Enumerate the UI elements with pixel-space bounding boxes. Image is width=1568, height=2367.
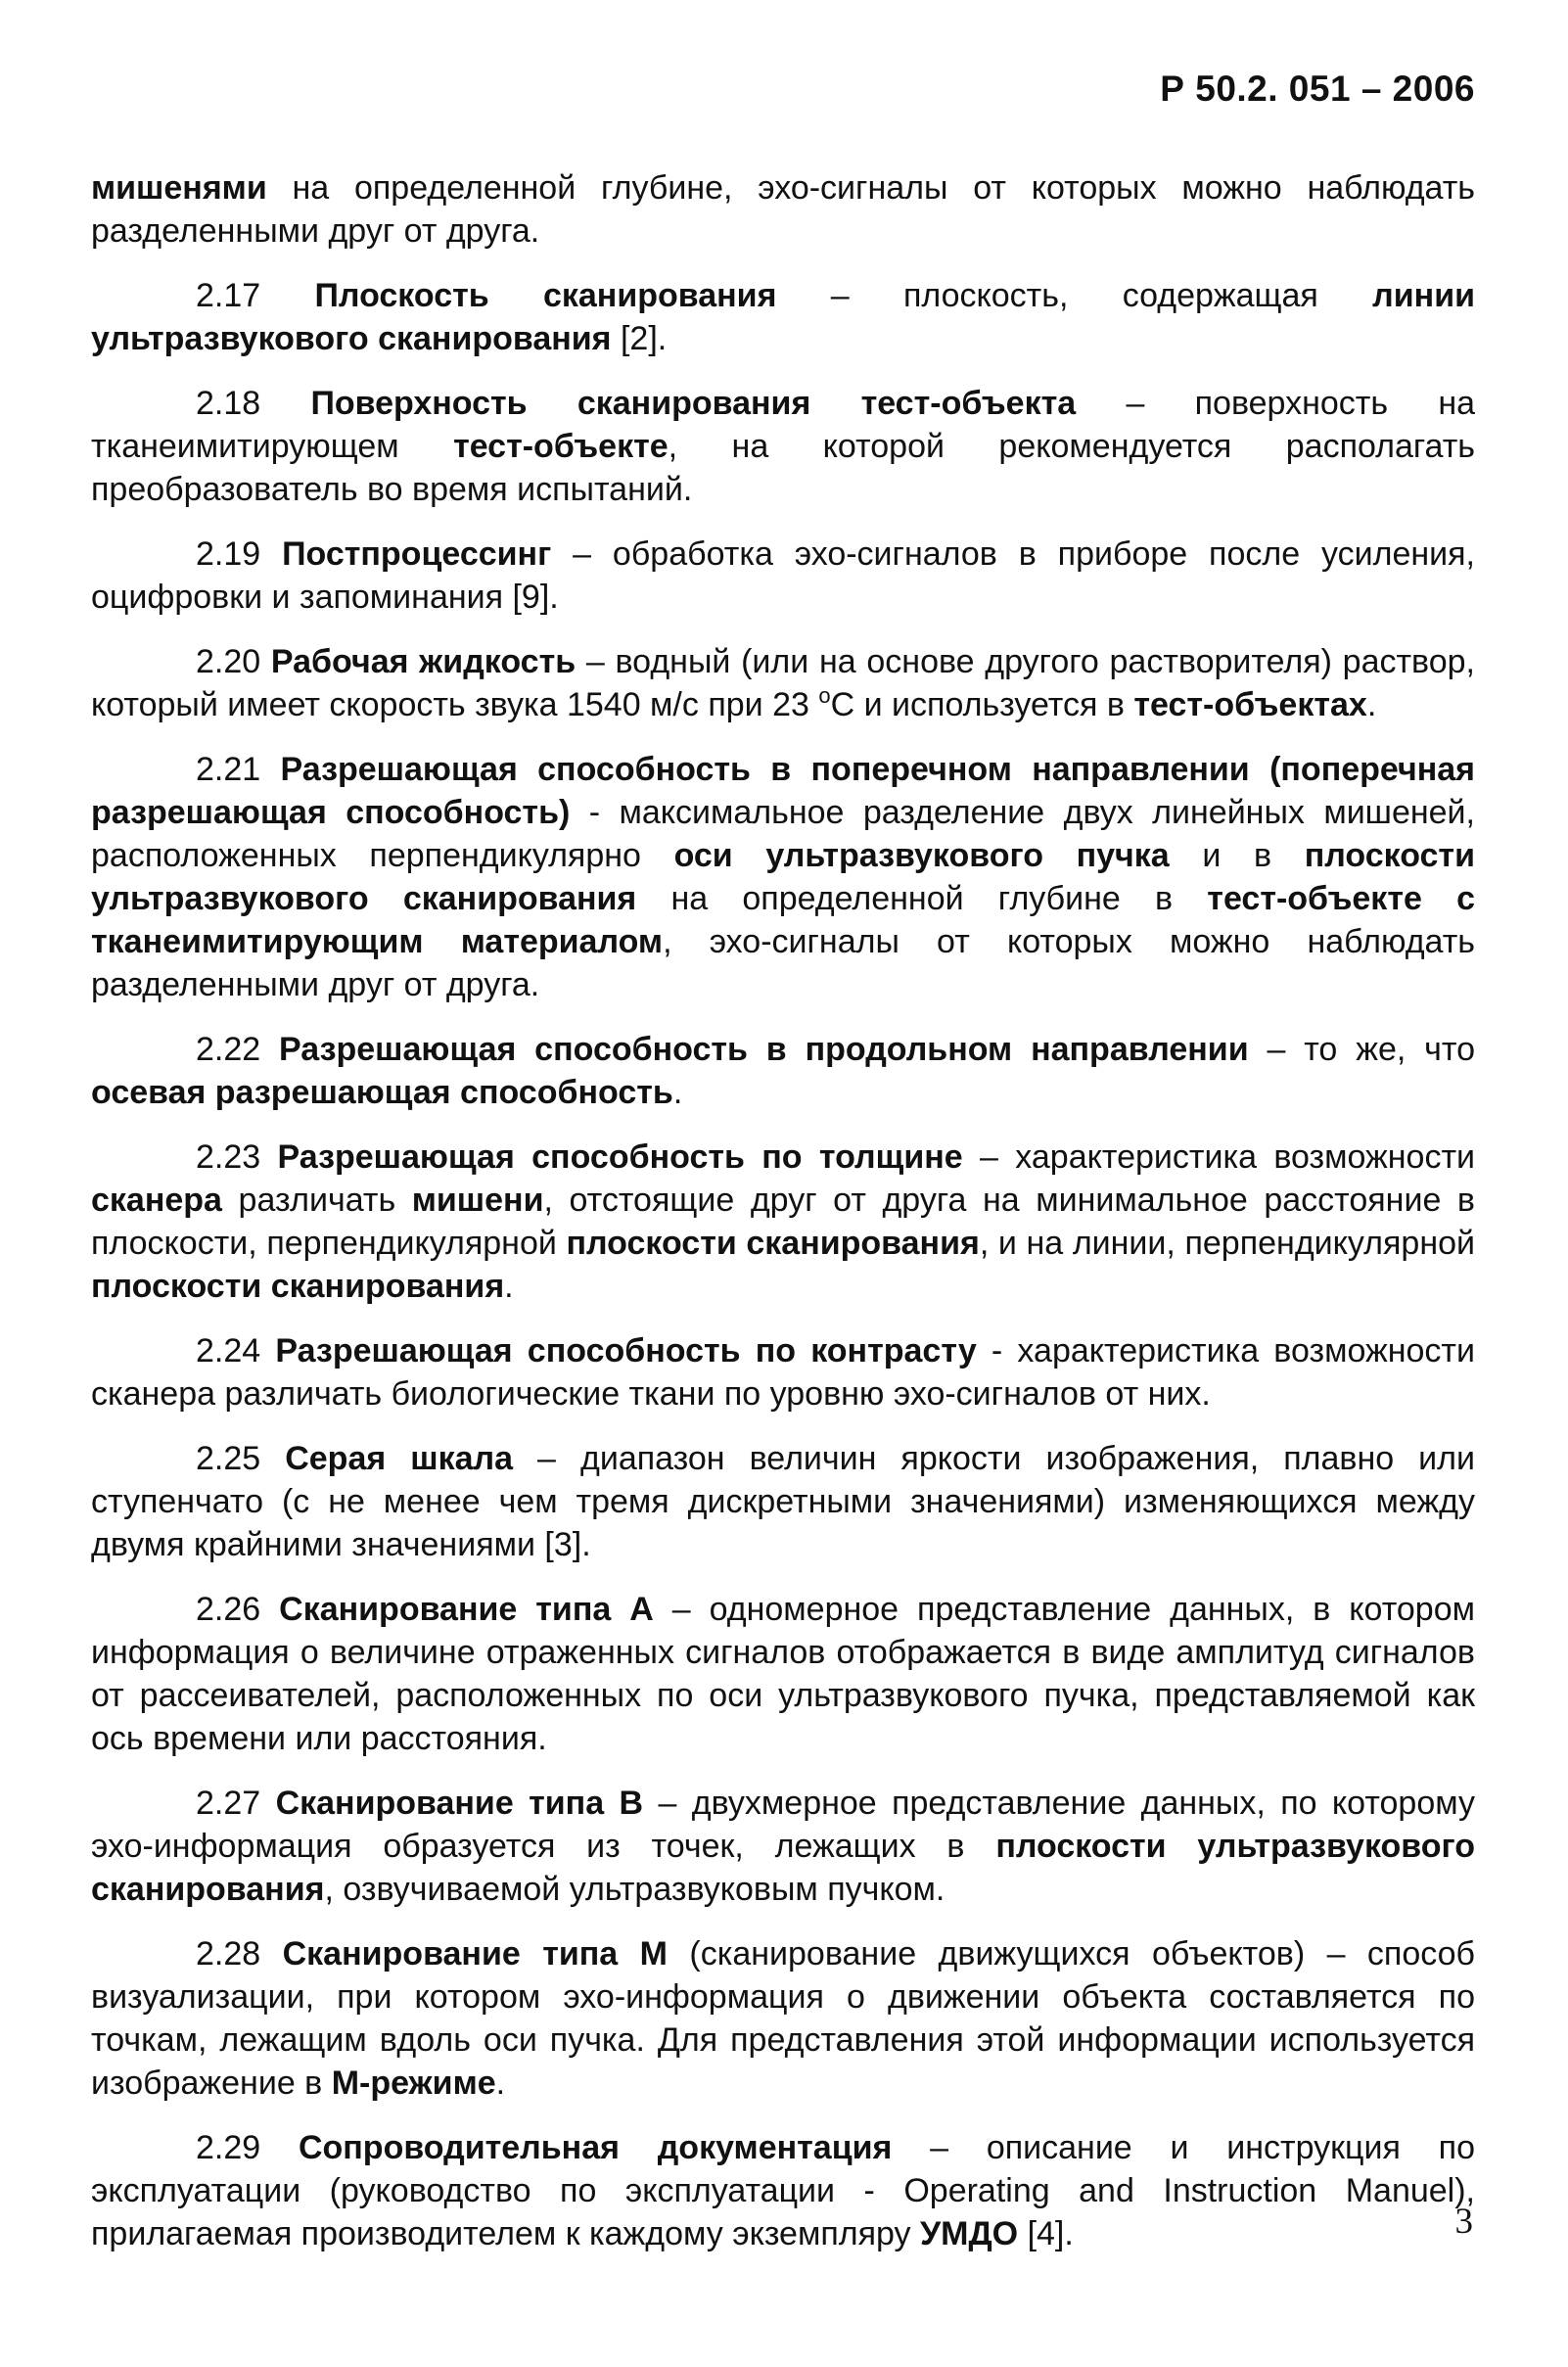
bold-term: мишенями xyxy=(91,169,267,207)
paragraph-text: . xyxy=(1366,686,1377,723)
paragraph-text: 2.23 xyxy=(196,1138,278,1176)
bold-term: Сопроводительная документация xyxy=(298,2129,893,2166)
document-body xyxy=(91,166,1475,2277)
bold-term: оси ультразвукового пучка xyxy=(673,837,1170,874)
definition-2-28 xyxy=(91,1932,1475,2105)
paragraph-text: 2.24 xyxy=(196,1332,276,1369)
paragraph-text: на определенной глубине, эхо-сигналы от которых можно наблюдать разделенными друг от друга. xyxy=(91,169,1475,250)
paragraph-text: С и используется в xyxy=(830,686,1134,723)
paragraph-text: 2.18 xyxy=(196,385,311,422)
bold-term: Разрешающая способность по контрасту xyxy=(275,1332,977,1369)
bold-term: Поверхность сканирования тест-объекта xyxy=(310,385,1077,422)
paragraph-text: 2.28 xyxy=(196,1935,283,1972)
paragraph-text: – одномерное представление данных, в котором информация о величине отраженных сигналов отображается в виде амплитуд сигналов от рассеивателей, расположенных по оси ультразвукового пучка, представляемой как ось времени или расстояния. xyxy=(91,1591,1476,1757)
definition-2-29 xyxy=(91,2126,1475,2255)
bold-term: мишени xyxy=(411,1182,544,1219)
bold-term: Сканирование типа М xyxy=(282,1935,668,1972)
paragraph-text: различать xyxy=(221,1182,412,1219)
paragraph-text: и в xyxy=(1169,837,1305,874)
paragraph-text: , отстоящие друг от друга на минимальное расстояние в плоскости, перпендикулярной xyxy=(91,1182,1475,1262)
paragraph-text: - характеристика возможности сканера различать биологические ткани по уровню эхо-сигналов от них. xyxy=(91,1332,1475,1413)
bold-term: Разрешающая способность в продольном направлении xyxy=(279,1031,1249,1068)
bold-term: плоскости ультразвукового сканирования xyxy=(91,1828,1476,1908)
paragraph-text: . xyxy=(672,1074,683,1111)
paragraph-text: – обработка эхо-сигналов в приборе после усиления, оцифровки и запоминания [9]. xyxy=(91,535,1475,616)
definition-2-19 xyxy=(91,533,1475,619)
paragraph-text: 2.19 xyxy=(196,535,283,573)
paragraph-text: , озвучиваемой ультразвуковым пучком. xyxy=(324,1871,945,1908)
paragraph-text: . xyxy=(504,1268,514,1305)
definition-2-22 xyxy=(91,1028,1475,1114)
paragraph-text: – характеристика возможности xyxy=(962,1138,1476,1176)
paragraph-text: – поверхность на тканеимитирующем xyxy=(91,385,1476,465)
bold-term: сканера xyxy=(91,1182,222,1219)
paragraph-text: – плоскость, содержащая xyxy=(776,277,1373,314)
paragraph-text: [2]. xyxy=(611,320,668,357)
paragraph-text: 2.25 xyxy=(196,1440,286,1477)
page-number: 3 xyxy=(1454,2202,1473,2242)
bold-term: Рабочая жидкость xyxy=(270,643,576,680)
bold-term: тест-объекте xyxy=(453,428,669,465)
paragraph-text: , эхо-сигналы от которых можно наблюдать разделенными друг от друга. xyxy=(91,923,1476,1003)
bold-term: Постпроцессинг xyxy=(282,535,552,573)
paragraph-text: – двухмерное представление данных, по которому эхо-информация образуется из точек, лежащих в xyxy=(91,1785,1476,1865)
paragraph-text: – то же, что xyxy=(1248,1031,1475,1068)
bold-term: Сканирование типа А xyxy=(279,1591,654,1628)
definition-2-18 xyxy=(91,382,1475,511)
bold-term: тест-объекте с тканеимитирующим материалом xyxy=(91,880,1476,960)
paragraph-text: – описание и инструкция по эксплуатации (руководство по эксплуатации - Operating and Instruction Manuel), прилагаемая производителем к каждому экземпляру xyxy=(91,2129,1475,2252)
definition-2-21 xyxy=(91,748,1475,1006)
degree-superscript: о xyxy=(818,683,831,708)
paragraph-text: 2.22 xyxy=(196,1031,280,1068)
paragraph-text: – диапазон величин яркости изображения, плавно или ступенчато (с не менее чем тремя дискретными значениями) изменяющихся между двумя крайними значениями [3]. xyxy=(91,1440,1475,1563)
bold-term: Плоскость сканирования xyxy=(314,277,777,314)
paragraph-continuation xyxy=(91,166,1475,253)
paragraph-text: [4]. xyxy=(1018,2215,1074,2252)
paragraph-text: 2.20 xyxy=(196,643,271,680)
paragraph-text: . xyxy=(495,2065,506,2102)
paragraph-text: , и на линии, перпендикулярной xyxy=(979,1225,1475,1262)
bold-term: УМДО xyxy=(919,2215,1019,2252)
paragraph-text: на определенной глубине в xyxy=(636,880,1208,917)
bold-term: плоскости ультразвукового сканирования xyxy=(91,837,1475,917)
paragraph-text: 2.27 xyxy=(196,1785,276,1822)
paragraph-text: 2.26 xyxy=(196,1591,280,1628)
definition-2-24 xyxy=(91,1329,1475,1416)
bold-term: Разрешающая способность в поперечном направлении (поперечная разрешающая способность) xyxy=(91,751,1475,831)
bold-term: Серая шкала xyxy=(285,1440,514,1477)
definition-2-25 xyxy=(91,1437,1475,1566)
definition-2-26 xyxy=(91,1588,1475,1760)
bold-term: линии ультразвукового сканирования xyxy=(91,277,1475,357)
definition-2-17 xyxy=(91,274,1475,360)
document-number: Р 50.2. 051 – 2006 xyxy=(1160,69,1475,109)
paragraph-text: (сканирование движущихся объектов) – способ визуализации, при котором эхо-информация о движении объекта составляется по точкам, лежащим вдоль оси пучка. Для представления этой информации используется изображение в xyxy=(91,1935,1475,2102)
bold-term: Разрешающая способность по толщине xyxy=(277,1138,963,1176)
paragraph-text: 2.21 xyxy=(196,751,281,788)
bold-term: тест-объектах xyxy=(1133,686,1367,723)
definition-2-27 xyxy=(91,1782,1475,1911)
bold-term: плоскости сканирования xyxy=(566,1225,980,1262)
paragraph-text: - максимальное разделение двух линейных мишеней, расположенных перпендикулярно xyxy=(91,794,1475,874)
paragraph-text: 2.17 xyxy=(196,277,315,314)
definition-2-23 xyxy=(91,1136,1475,1308)
bold-term: плоскости сканирования xyxy=(91,1268,505,1305)
bold-term: осевая разрешающая способность xyxy=(91,1074,673,1111)
bold-term: Сканирование типа В xyxy=(275,1785,644,1822)
paragraph-text: – водный (или на основе другого растворителя) раствор, который имеет скорость звука 1540 м/с при 23 xyxy=(91,643,1475,723)
definition-2-20 xyxy=(91,640,1475,726)
paragraph-text: , на которой рекомендуется располагать преобразователь во время испытаний. xyxy=(91,428,1476,508)
paragraph-text: 2.29 xyxy=(196,2129,299,2166)
bold-term: М-режиме xyxy=(331,2065,496,2102)
